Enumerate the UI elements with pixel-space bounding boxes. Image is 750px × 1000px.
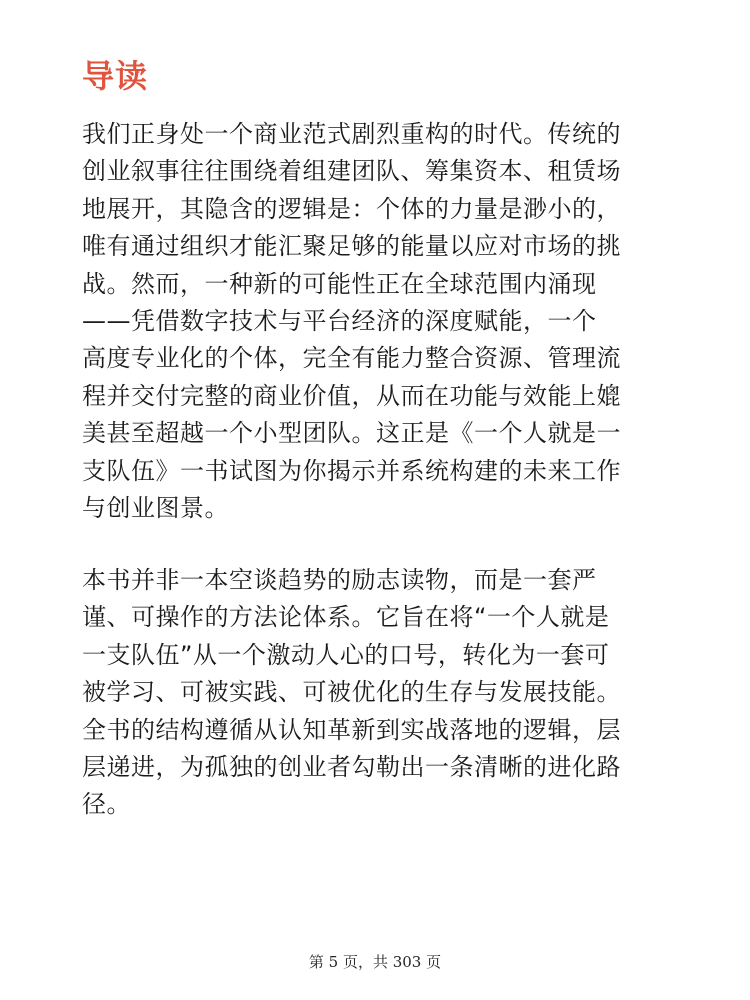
text-line: 创业叙事往往围绕着组建团队、筹集资本、租赁场	[82, 157, 621, 186]
text-line: 被学习、可被实践、可被优化的生存与发展技能。	[82, 678, 621, 707]
text-line: 支队伍》一书试图为你揭示并系统构建的未来工作	[82, 456, 621, 485]
text-line: ——凭借数字技术与平台经济的深度赋能，一个	[82, 306, 597, 335]
paragraph-2	[82, 562, 672, 824]
text-line: 与创业图景。	[82, 493, 229, 522]
text-line: 地展开，其隐含的逻辑是：个体的力量是渺小的，	[82, 194, 621, 223]
text-line: 本书并非一本空谈趋势的励志读物，而是一套严	[82, 566, 597, 594]
text-line: 程并交付完整的商业价值，从而在功能与效能上媲	[82, 381, 621, 410]
section-heading: 导读	[82, 57, 149, 95]
text-line: 层递进，为孤独的创业者勾勒出一条清晰的进化路	[82, 752, 621, 781]
text-line: 径。	[82, 790, 131, 819]
page-number: 第 5 页，共 303 页	[308, 953, 442, 971]
text-line: 美甚至超越一个小型团队。这正是《一个人就是一	[82, 419, 621, 448]
text-line: 战。然而，一种新的可能性正在全球范围内涌现	[82, 269, 597, 298]
paragraph-1	[82, 116, 672, 527]
text-line: 谨、可操作的方法论体系。它旨在将“一个人就是	[82, 603, 610, 632]
text-line: 一支队伍”从一个激动人心的口号，转化为一套可	[82, 640, 610, 669]
text-line: 高度专业化的个体，完全有能力整合资源、管理流	[82, 344, 621, 373]
text-line: 我们正身处一个商业范式剧烈重构的时代。传统的	[82, 120, 621, 148]
text-line: 唯有通过组织才能汇聚足够的能量以应对市场的挑	[82, 232, 621, 261]
text-line: 全书的结构遵循从认知革新到实战落地的逻辑，层	[82, 715, 621, 744]
